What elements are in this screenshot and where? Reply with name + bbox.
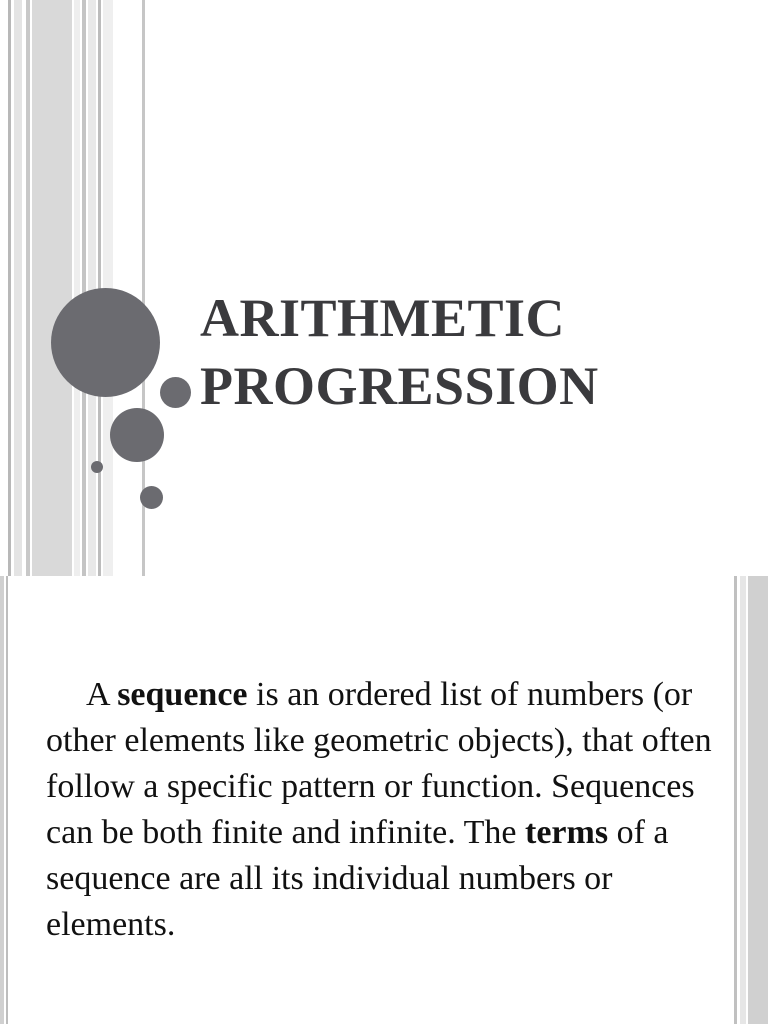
stripe-decoration [26, 0, 30, 576]
large-circle-decoration [51, 288, 160, 397]
paragraph-text: is an ordered list of numbers (or other elements like geometric objects), that often follow a specific pattern or function. Sequences can be both finite and infinite. The [46, 676, 712, 851]
stripe-decoration [74, 0, 80, 576]
medium-circle-decoration [110, 408, 164, 462]
slide-title [200, 284, 599, 420]
stripe-decoration [82, 0, 86, 576]
definition-paragraph [46, 672, 736, 948]
paragraph-text: A [86, 676, 118, 713]
tiny-circle-decoration [91, 461, 103, 473]
stripe-decoration [32, 0, 72, 576]
keyword-terms: terms [525, 814, 609, 851]
paragraph-text: of a sequence are all its individual numbers or elements. [46, 814, 669, 943]
stripe-decoration [6, 576, 8, 1024]
keyword-sequence: sequence [117, 676, 248, 713]
stripe-decoration [0, 576, 4, 1024]
small-circle-decoration [140, 486, 163, 509]
stripe-decoration [740, 576, 746, 1024]
stripe-decoration [14, 0, 22, 576]
title-line-2: PROGRESSION [200, 356, 599, 416]
small-circle-decoration [160, 377, 191, 408]
title-line-1: ARITHMETIC [200, 288, 566, 348]
stripe-decoration [748, 576, 768, 1024]
stripe-decoration [8, 0, 11, 576]
